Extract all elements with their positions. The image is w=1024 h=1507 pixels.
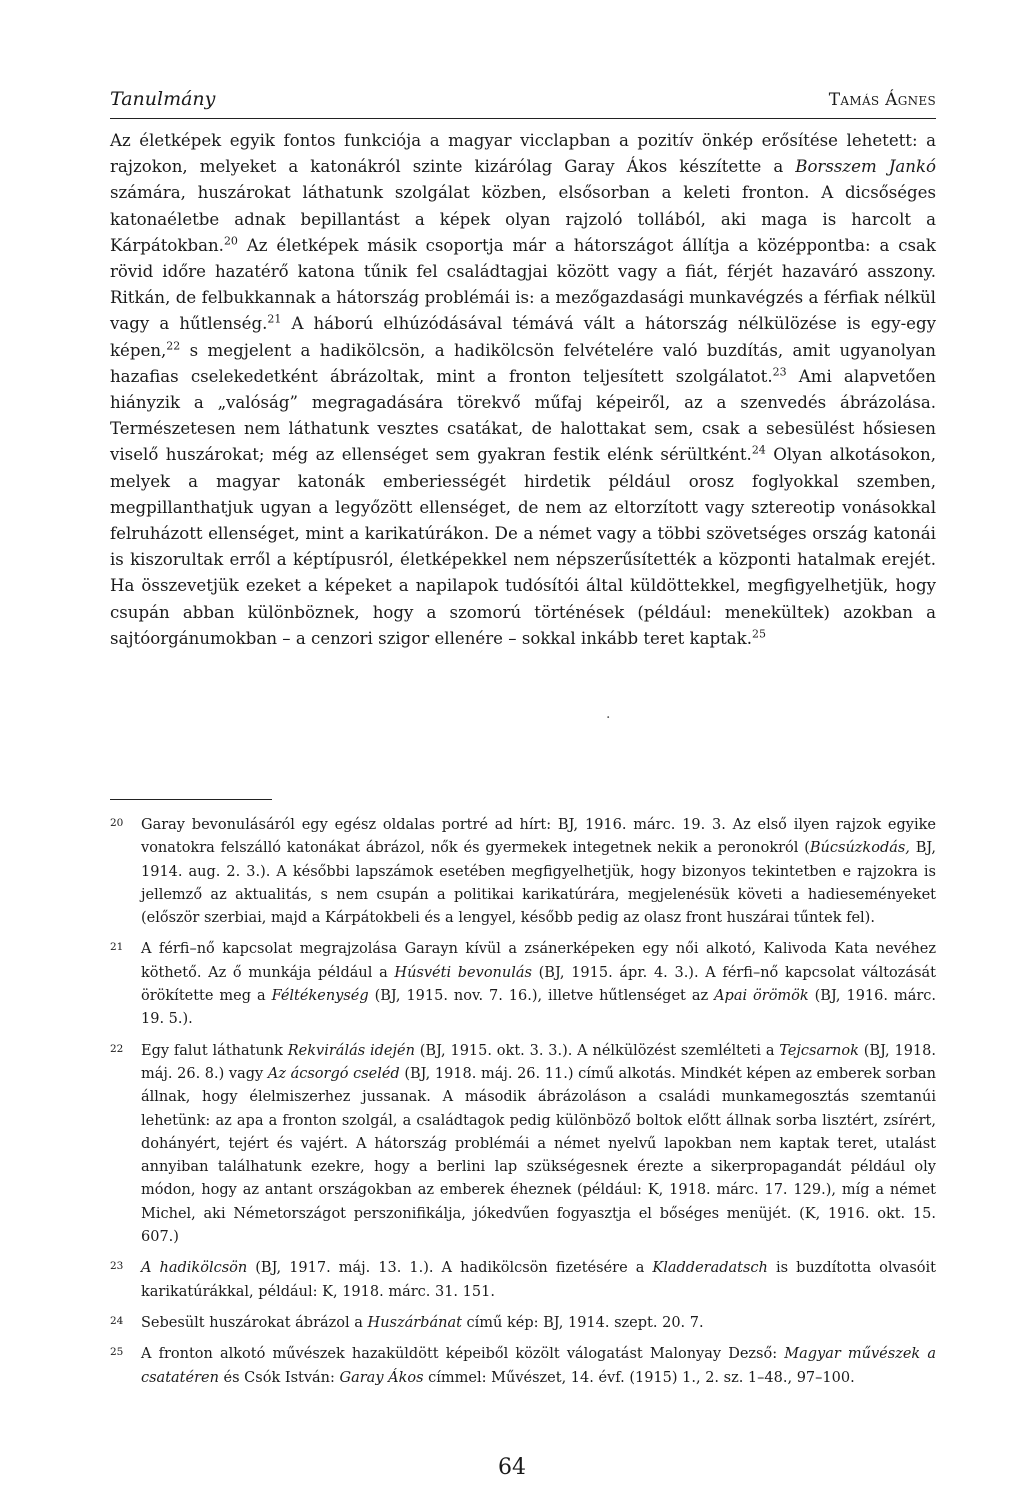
artwork-title: Húsvéti bevonulás [394,964,532,981]
text-run: című kép: BJ, 1914. szept. 20. 7. [461,1314,704,1331]
artwork-title: Tejcsarnok [779,1042,859,1059]
text-run: Az életképek másik csoportja már a hátországot állítja a középpontba: a csak rövid időre hazatérő katona tűnik fel családtagjai között vagy a fiát, férjét hazaváró asszony. Ritkán, de felbukkannak a hátország problémái is: a mezőgazdasági munkavégzés a férfiak nélkül vagy a hűtlenség. [110,235,936,334]
footnote-ref-25[interactable]: 25 [752,627,767,641]
footnote-ref-20[interactable]: 20 [223,234,238,248]
footnote-number: 25 [110,1346,124,1359]
running-header [110,88,936,119]
text-run: A férfi–nő kapcsolat megrajzolása Garayn kívül a zsánerképeken egy női alkotó, Kalivoda Kata nevéhez köthető. Az ő munkája például a [141,941,936,981]
footnote-21 [110,938,936,1031]
text-run: Az életképek egyik fontos funkciója a magyar vicclapban a pozitív önkép erősítése lehetett: a rajzokon, melyeket a katonákról szinte kizárólag Garay Ákos készítette a [110,131,936,177]
text-run: címmel: Művészet, 14. évf. (1915) 1., 2. sz. 1–48., 97–100. [423,1369,855,1386]
footnote-25 [110,1343,936,1390]
footnote-24 [110,1312,936,1335]
text-run: (BJ, 1918. máj. 26. 8.) vagy [141,1042,936,1082]
text-run: (BJ, 1918. máj. 26. 11.) című alkotás. Mindkét képen az emberek sorban állnak, hogy élelmiszerhez jussanak. A második ábrázoláson a családi munkamegosztás szemtanúi lehetünk: az apa a fronton szolgál, a családtagok pedig különböző boltok előtt állnak sorba lisztért, zsírért, dohányért, tejért és vajért. A hátország problémái a német nyelvű lapokban nem kaptak teret, utalást annyiban találhatunk ezekre, hogy a berlini lap szükségesnek érezte a sikerpropagandát például oly módon, hogy az antant országokban az emberek éheznek (például: K, 1918. márc. 17. 129.), míg a német Michel, aki Németországot perszonifikálja, jókedvűen fogyasztja el bőséges menüjét. (K, 1916. okt. 15. 607.) [141,1065,936,1246]
publication-title: Borsszem Jankó [795,157,936,177]
text-run: Egy falut láthatunk [141,1042,288,1059]
artwork-title: Rekvirálás idején [287,1042,415,1059]
artwork-title: Az ácsorgó cseléd [267,1065,400,1082]
artwork-title: Búcsúzkodás, [809,840,910,857]
text-run: (BJ, 1917. máj. 13. 1.). A hadikölcsön fizetésére a [247,1260,653,1277]
text-run: Ami alapvetően hiányzik a „valóság” megragadására törekvő műfaj képeiről, az a szenvedés ábrázolása. Természetesen nem láthatunk vesztes csatákat, de halottakat sem, csak a sebesülést hősiesen viselő huszárokat; még az ellenséget sem gyakran festik elénk sérültként. [110,366,936,465]
text-run: Sebesült huszárokat ábrázol a [141,1314,368,1331]
publication-title: Kladderadatsch [652,1260,768,1277]
footnote-number: 23 [110,1260,124,1273]
book-title: Garay Ákos [339,1369,424,1386]
header-author: Tamás Ágnes [828,90,936,110]
text-run: Garay bevonulásáról egy egész oldalas portré ad hírt: BJ, 1916. márc. 19. 3. Az első ilyen rajzok egyike vonatokra felszálló katonákat ábrázol, nők és gyermekek integetnek nekik a peronokról ( [141,817,936,857]
footnotes [110,814,936,1398]
text-run: A fronton alkotó művészek hazaküldött képeiből közölt válogatást Malonyay Dezső: [141,1346,785,1363]
footnote-ref-23[interactable]: 23 [772,365,787,379]
text-run: BJ, 1914. aug. 2. 3.). A későbbi lapszámok esetében megfigyelhetjük, hogy bizonyos tekintetben e rajzokra is jellemző az aktualitás, s nem csupán a politikai karikatúrára, megjelenésük követi a hadieseményeket (először szerbiai, majd a Kárpátokbeli és a lengyel, később pedig az olasz front huszárai tűntek fel). [141,840,936,927]
header-section-label: Tanulmány [110,88,216,110]
footnote-ref-24[interactable]: 24 [751,443,766,457]
stray-mark: · [606,710,611,726]
book-title: Magyar művészek a csatatéren [141,1346,936,1386]
body-paragraph [110,128,936,652]
text-run: (BJ, 1915. ápr. 4. 3.). A férfi–nő kapcsolat változását örökítette meg a [141,964,936,1005]
footnote-number: 24 [110,1314,124,1327]
footnote-23 [110,1257,936,1304]
text-run: (BJ, 1915. nov. 7. 16.), illetve hűtlenséget az [368,988,715,1005]
footnote-ref-21[interactable]: 21 [267,312,282,326]
footnote-ref-22[interactable]: 22 [166,339,181,353]
footnote-20 [110,814,936,930]
text-run: és Csók István: [218,1369,340,1386]
footnote-separator [110,799,272,800]
text-run: számára, huszárokat láthatunk szolgálat közben, elsősorban a keleti fronton. A dicsőséges katonaéletbe adnak bepillantást a képek olyan rajzoló tollából, aki maga is harcolt a Kárpátokban. [110,183,936,255]
text-run: (BJ, 1915. okt. 3. 3.). A nélkülözést szemlélteti a [414,1042,780,1059]
footnote-22 [110,1040,936,1250]
footnote-number: 22 [110,1042,124,1055]
main-text [110,128,936,652]
text-run: A háború elhúzódásával témává vált a hátország nélkülözése is egy-egy képen, [110,314,936,360]
text-run: Olyan alkotásokon, melyek a magyar katonák emberiességét hirdetik például orosz foglyokkal szemben, megpillanthatjuk ugyan a legyőzött ellenséget, de nem az eltorzított vagy sztereotip vonásokkal felruházott ellenséget, mint a karikatúrákon. De a német vagy a többi szövetséges ország katonái is kiszorultak erről a képtípusról, életképekkel nem népszerűsítették a központi hatalmak erejét. Ha összevetjük ezeket a képeket a napilapok tudósítói által küldöttekkel, megfigyelhetjük, hogy csupán abban különböznek, hogy a szomorú történések (például: menekültek) azokban a sajtóorgánumokban – a cenzori szigor ellenére – sokkal inkább teret kaptak. [110,445,936,648]
footnote-number: 20 [110,817,124,829]
footnote-number: 21 [110,941,124,954]
artwork-title: A hadikölcsön [141,1260,248,1277]
artwork-title: Huszárbánat [367,1314,462,1331]
text-run: is buzdította olvasóit karikatúrákkal, például: K, 1918. márc. 31. 151. [141,1260,936,1300]
text-run: s megjelent a hadikölcsön, a hadikölcsön felvételére való buzdítás, amit ugyanolyan hazafias cselekedetként ábrázoltak, mint a fronton teljesített szolgálatot. [110,340,936,386]
text-run: (BJ, 1916. márc. 19. 5.). [141,988,936,1028]
artwork-title: Apai örömök [714,988,809,1005]
artwork-title: Féltékenység [271,988,369,1005]
page-number: 64 [498,1455,526,1480]
